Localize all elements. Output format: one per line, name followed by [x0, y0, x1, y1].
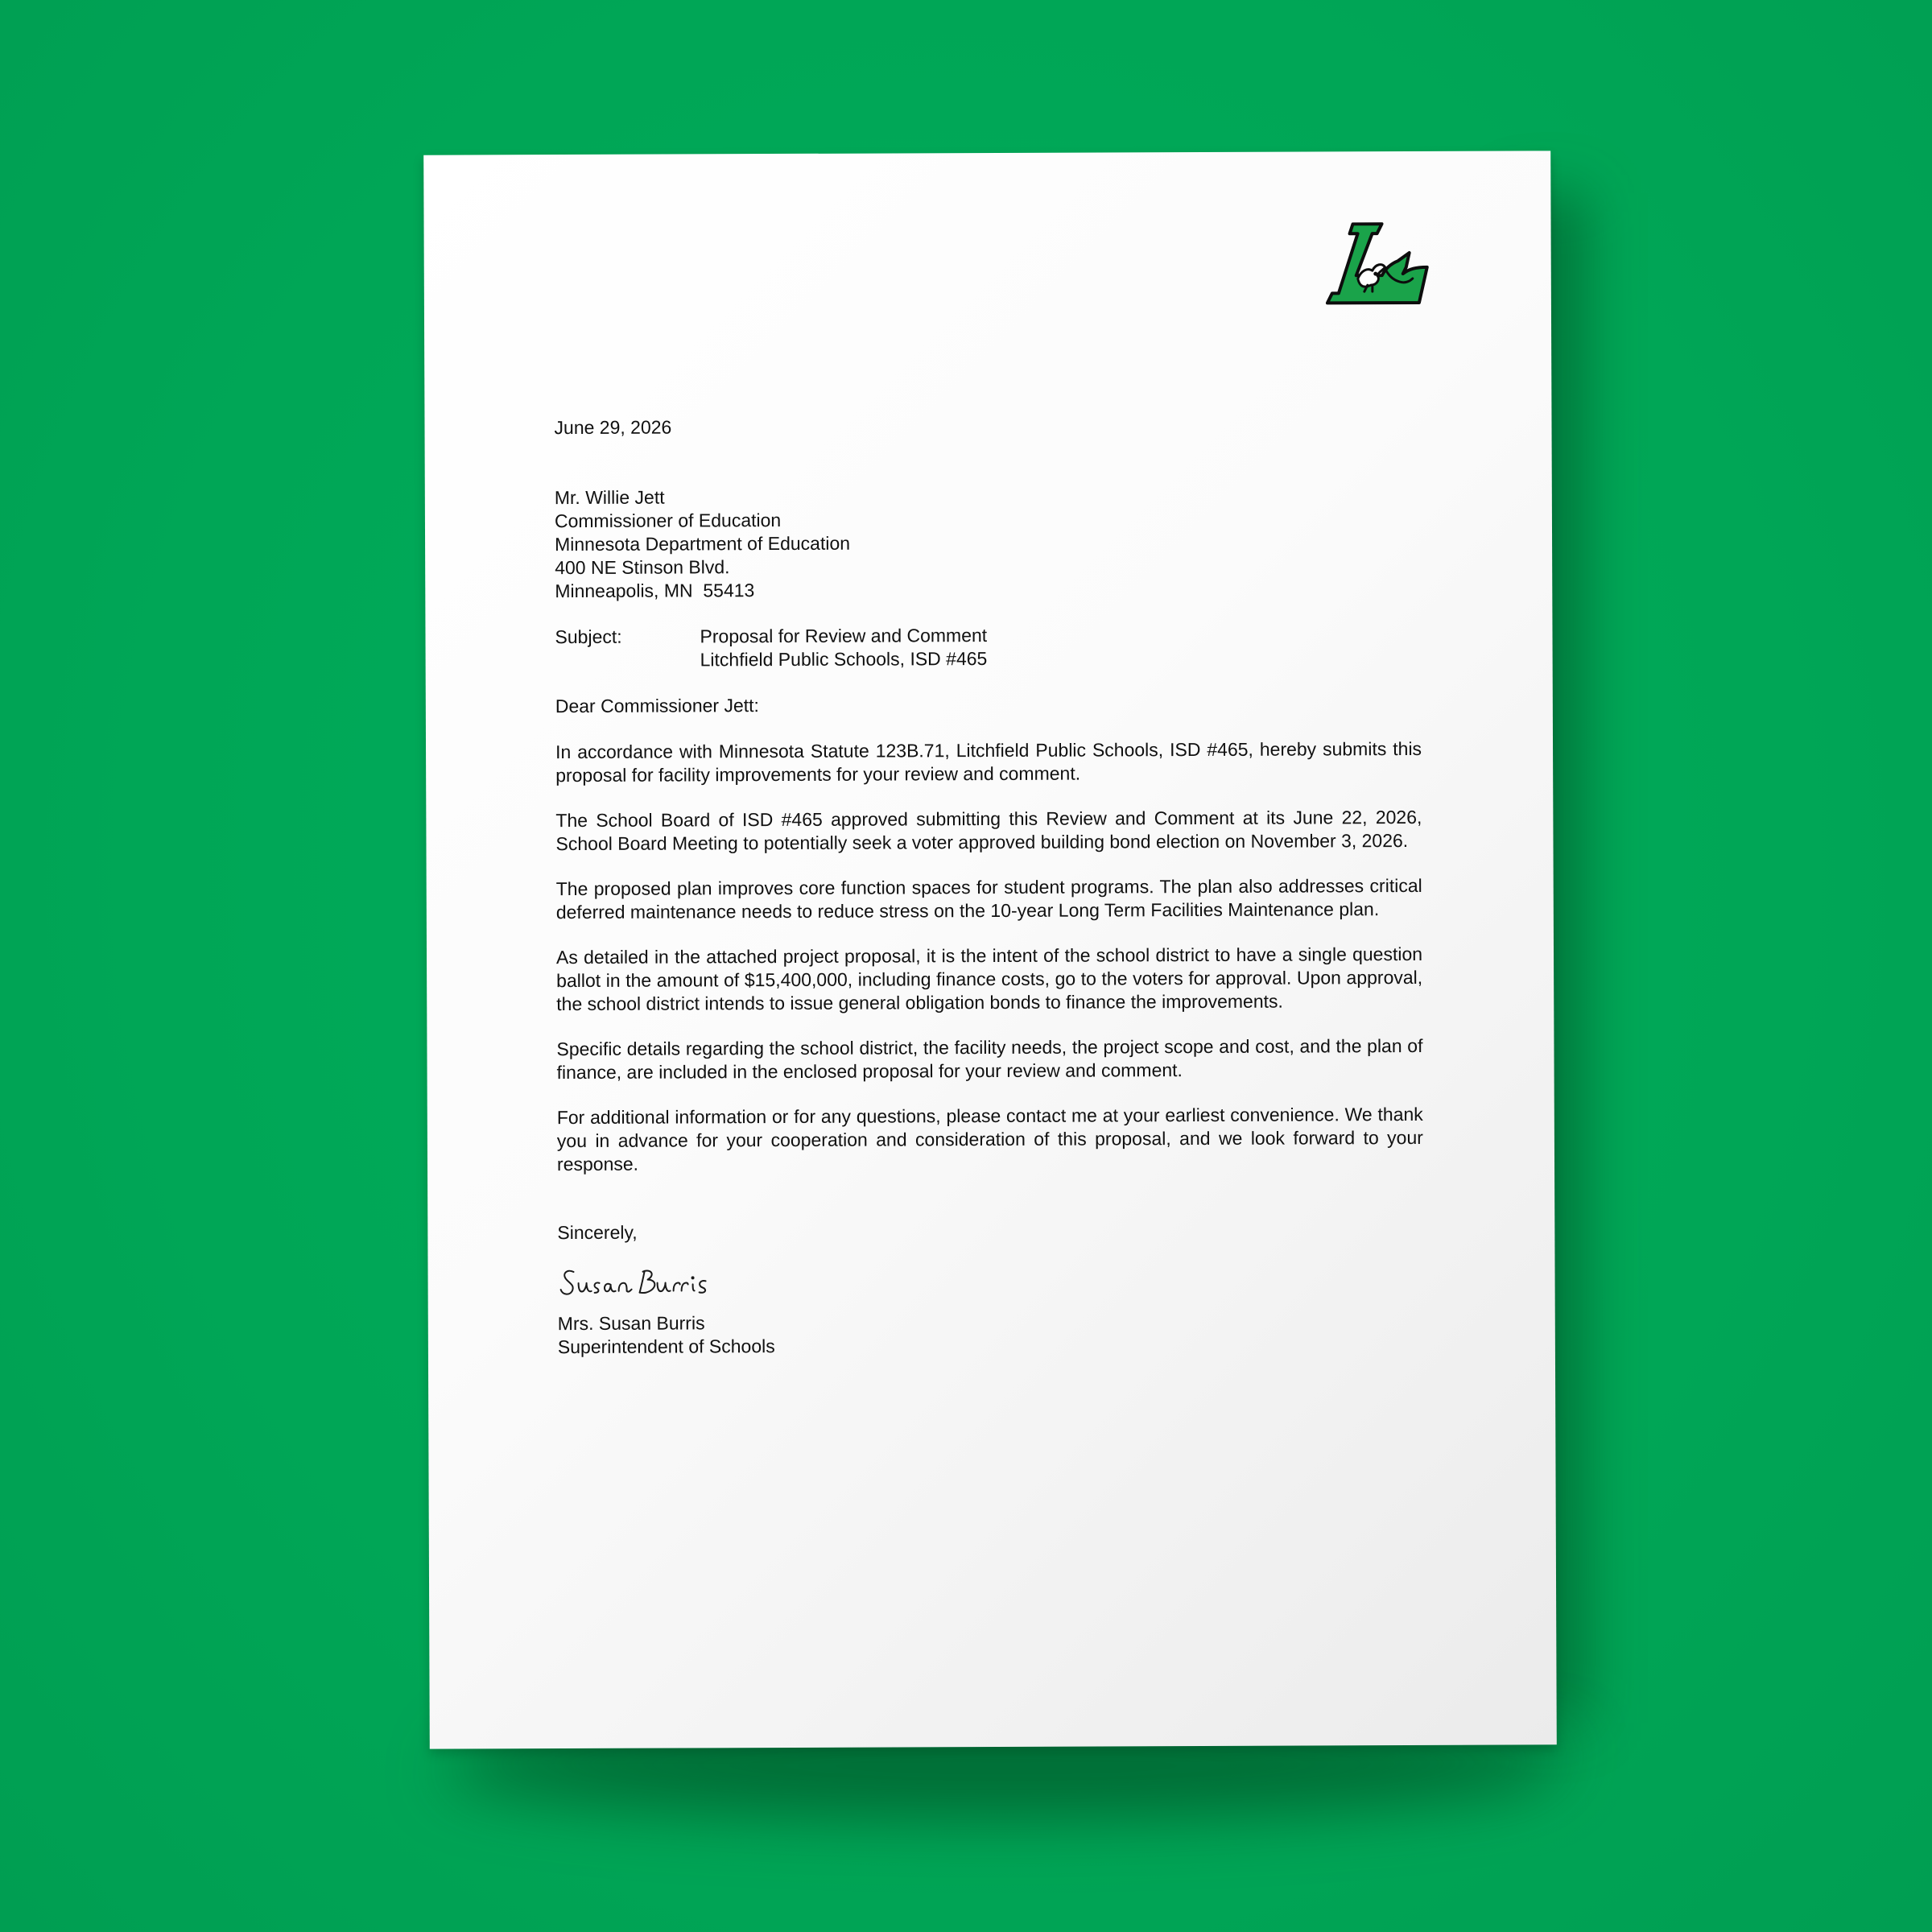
subject-block: [555, 622, 1421, 672]
recipient-name: Mr. Willie Jett: [554, 486, 665, 509]
letter-date: June 29, 2026: [554, 416, 672, 439]
paragraph-board-approval: The School Board of ISD #465 approved submitting this Review and Comment at its June 22, 2026, School Board Meeting to potentially seek a voter approved building bond election on November 3, 2026.: [555, 806, 1422, 855]
paragraph-ballot: As detailed in the attached project proposal, it is the intent of the school district to have a single question ballot in the amount of $15,400,000, including finance costs, go to the voters for approval. Upon approval, the school district intends to issue general obligation bonds to finance the improvements.: [555, 943, 1423, 1015]
recipient-city-state-zip: Minneapolis, MN 55413: [555, 580, 755, 602]
handwritten-signature: [557, 1260, 734, 1306]
paragraph-contact: For additional information or for any questions, please contact me at your earliest convenience. We thank you in advance for your cooperation and consideration of this proposal, and we look forward to your response.: [556, 1103, 1423, 1175]
sender-title: Superintendent of Schools: [557, 1335, 775, 1358]
recipient-street: 400 NE Stinson Blvd.: [555, 556, 730, 579]
recipient-address: [555, 483, 1422, 603]
sender-name: Mrs. Susan Burris: [557, 1312, 705, 1335]
salutation: Dear Commissioner Jett:: [555, 695, 759, 717]
subject-line-1: Proposal for Review and Comment: [700, 625, 988, 647]
sender-block: [558, 1309, 1424, 1359]
subject-line-2: Litchfield Public Schools, ISD #465: [700, 648, 988, 671]
paragraph-plan: The proposed plan improves core function spaces for student programs. The plan also addresses critical deferred maintenance needs to reduce stress on the 10-year Long Term Facilities Maintenance plan.: [555, 874, 1422, 923]
letter-body: [554, 413, 1423, 1359]
closing: Sincerely,: [557, 1221, 638, 1244]
paragraph-statute: In accordance with Minnesota Statute 123B.71, Litchfield Public Schools, ISD #465, hereby submits this proposal for facility improvements for your review and comment.: [555, 737, 1422, 786]
recipient-title: Commissioner of Education: [554, 509, 782, 532]
subject-label: Subject:: [555, 625, 622, 648]
subject-lines: [700, 624, 987, 671]
letter-paper: [423, 151, 1557, 1748]
paragraph-details: Specific details regarding the school district, the facility needs, the project scope and cost, and the plan of finance, are included in the enclosed proposal for your review and comment.: [556, 1034, 1423, 1084]
recipient-organization: Minnesota Department of Education: [555, 532, 851, 555]
litchfield-l-logo-icon: [1326, 222, 1430, 311]
